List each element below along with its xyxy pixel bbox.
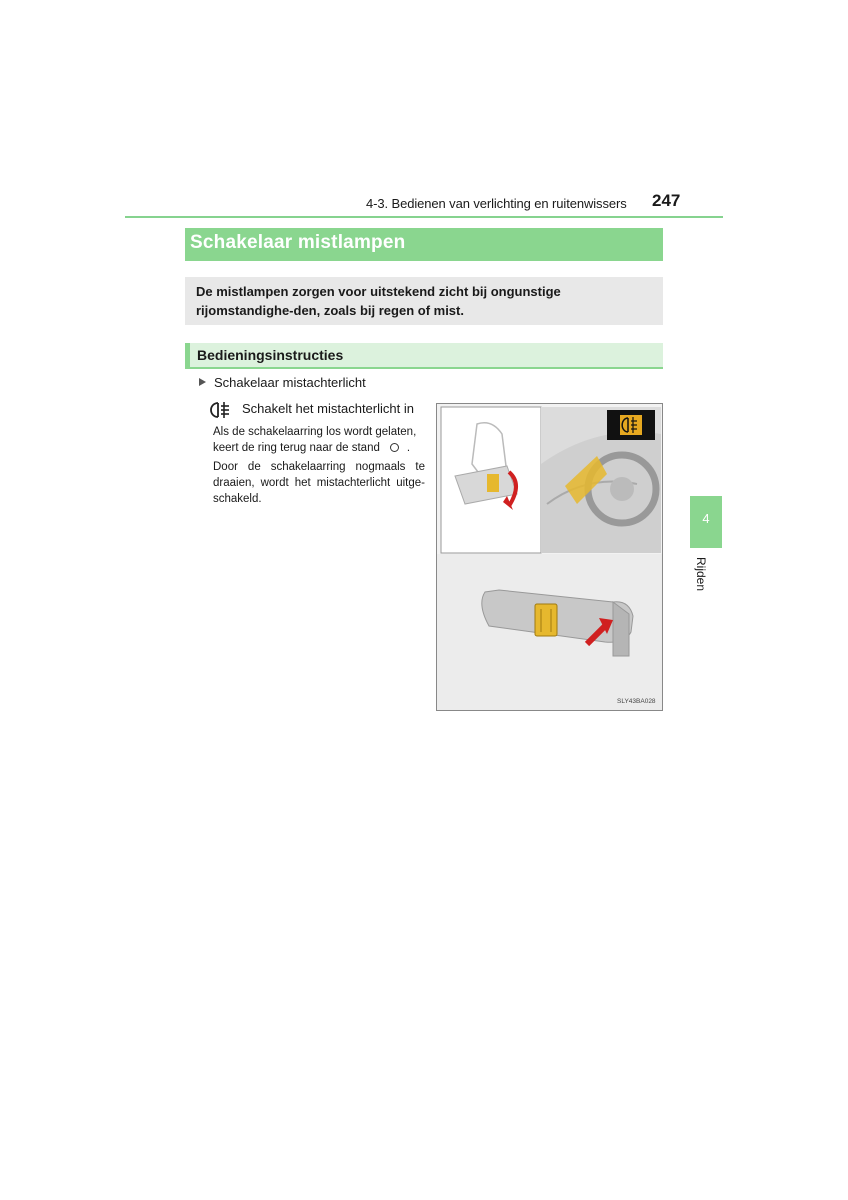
subsection-title: Bedieningsinstructies	[197, 347, 344, 363]
bullet-label: Schakelaar mistachterlicht	[214, 375, 366, 390]
note-release-text: Als de schakelaarring los wordt gelaten, keert de ring terug naar de stand	[213, 426, 417, 454]
bullet-triangle-icon	[199, 378, 206, 386]
section-title: Schakelaar mistlampen	[190, 232, 406, 253]
fog-switch-illustration	[437, 404, 662, 710]
subsection-accent	[185, 343, 190, 369]
chapter-tab-number: 4	[702, 511, 710, 526]
chapter-tab-label: Rijden	[694, 557, 708, 592]
note-release-suffix: .	[406, 442, 411, 454]
off-position-icon	[390, 443, 399, 452]
running-header: 4-3. Bedienen van verlichting en ruitenwissers	[366, 196, 627, 211]
page-number: 247	[652, 191, 681, 210]
note-release	[213, 424, 425, 456]
illustration-frame	[436, 403, 663, 711]
header-rule	[125, 216, 723, 218]
rear-fog-lamp-icon	[209, 400, 235, 420]
note-turn-off: Door de schakelaarring nogmaals te draaien, wordt het mistachterlicht uitge-schakeld.	[213, 461, 425, 505]
intro-text: De mistlampen zorgen voor uitstekend zicht bij ongunstige rijomstandighe-den, zoals bij regen of mist.	[196, 284, 561, 318]
figure-code: SLY43BA028	[617, 698, 656, 705]
step-label: Schakelt het mistachterlicht in	[242, 401, 414, 416]
